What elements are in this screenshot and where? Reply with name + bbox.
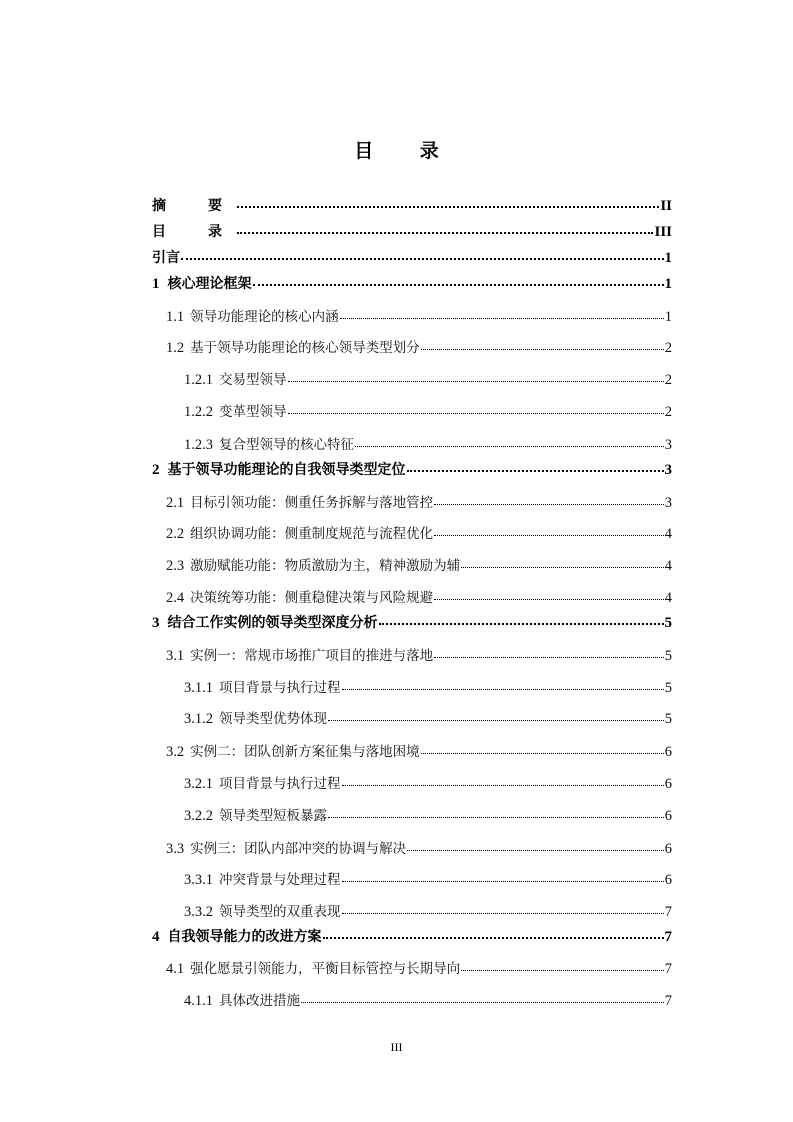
toc-entry-title: [166, 588, 433, 608]
toc-entry-number: 3.2: [166, 744, 185, 760]
toc-entry-number: 3: [152, 615, 160, 631]
toc-entry-number: 3.2.2: [184, 808, 213, 824]
toc-entry-number: 1.2.3: [184, 437, 213, 453]
toc-entry-title: [184, 435, 354, 455]
toc-entry-label: 项目背景与执行过程: [219, 680, 341, 696]
toc-entry-label: 交易型领导: [219, 372, 287, 388]
toc-entry-number: 2.3: [166, 558, 185, 574]
toc-entry[interactable]: [152, 742, 672, 762]
toc-entry-label: 复合型领导的核心特征: [219, 437, 354, 453]
dot-leader: [461, 566, 664, 568]
toc-entry-page: 1: [664, 309, 672, 325]
toc-entry-label: 领导功能理论的核心内涵: [190, 309, 339, 325]
toc-entry-label: 基于领导功能理论的自我领导类型定位: [167, 462, 406, 478]
toc-entry-title: [152, 196, 236, 216]
toc-entry-page: 6: [664, 776, 672, 792]
toc-entry[interactable]: [152, 991, 672, 1011]
toc-entry-title: [166, 493, 433, 513]
toc-entry-label: 冲突背景与处理过程: [219, 872, 341, 888]
page-title: 目 录: [354, 140, 459, 162]
toc-entry-page: 3: [664, 462, 672, 478]
toc-entry-number: 4.1: [166, 961, 185, 977]
dot-leader: [181, 257, 664, 260]
toc-entry[interactable]: [152, 959, 672, 979]
toc-entry-page: 5: [664, 615, 672, 631]
toc-entry[interactable]: [152, 806, 672, 826]
toc-entry-page: 2: [664, 372, 672, 388]
toc-entry-number: 3.1: [166, 648, 185, 664]
toc-entry-label: 摘 要: [152, 198, 236, 214]
toc-entry-title: [166, 524, 433, 544]
toc-entry-page: 5: [664, 648, 672, 664]
toc-entry-page: 1: [664, 250, 672, 266]
toc-entry[interactable]: [152, 556, 672, 576]
toc-entry-page: II: [660, 198, 672, 214]
toc-entry-label: 变革型领导: [219, 404, 287, 420]
toc-entry-number: 1.1: [166, 309, 185, 325]
dot-leader: [328, 719, 664, 721]
toc-entry-page: 3: [664, 437, 672, 453]
toc-entry-label: 具体改进措施: [219, 993, 300, 1009]
toc-entry-label: 项目背景与执行过程: [219, 776, 341, 792]
dot-leader: [288, 412, 664, 414]
toc-entry-page: 3: [664, 495, 672, 511]
toc-entry[interactable]: [152, 460, 672, 480]
toc-entry-number: 3.3: [166, 841, 185, 857]
toc-entry-number: 3.1.1: [184, 680, 213, 696]
toc-entry-number: 3.2.1: [184, 776, 213, 792]
toc-entry-title: [184, 991, 300, 1011]
toc-entry[interactable]: [152, 588, 672, 608]
toc-entry-label: 基于领导功能理论的核心领导类型划分: [190, 340, 420, 356]
toc-entry-page: 6: [664, 744, 672, 760]
toc-entry[interactable]: [152, 524, 672, 544]
toc-entry-label: 目 录: [152, 224, 236, 240]
toc-entry-label: 实例三：团队内部冲突的协调与解决: [190, 841, 407, 857]
toc-entry[interactable]: [152, 493, 672, 513]
toc-entry-page: 4: [664, 590, 672, 606]
toc-entry[interactable]: [152, 709, 672, 729]
dot-leader: [328, 816, 664, 818]
toc-entry-label: 领导类型的双重表现: [219, 904, 341, 920]
toc-entry-page: 5: [664, 711, 672, 727]
toc-entry[interactable]: [152, 338, 672, 358]
toc-entry-page: 7: [664, 904, 672, 920]
dot-leader: [434, 656, 664, 658]
toc-entry-label: 实例一：常规市场推广项目的推进与落地: [190, 648, 434, 664]
toc-entry-title: [166, 307, 339, 327]
toc-entry-title: [152, 927, 322, 947]
toc-entry-title: [166, 742, 420, 762]
toc-entry[interactable]: [152, 435, 672, 455]
dot-leader: [434, 598, 664, 600]
toc-entry-page: 7: [664, 961, 672, 977]
toc-entry-title: [166, 959, 460, 979]
toc-entry-title: [184, 402, 287, 422]
toc-entry-label: 决策统筹功能：侧重稳健决策与风险规避: [190, 590, 434, 606]
toc-entry[interactable]: [152, 678, 672, 698]
toc-entry-label: 核心理论框架: [167, 276, 252, 292]
toc-entry-label: 自我领导能力的改进方案: [167, 929, 322, 945]
toc-entry-title: [166, 646, 433, 666]
toc-entry[interactable]: [152, 646, 672, 666]
toc-entry-title: [152, 248, 180, 268]
toc-entry[interactable]: [152, 274, 672, 294]
toc-entry-title: [184, 370, 287, 390]
toc-entry-page: 7: [664, 929, 672, 945]
toc-entry-label: 强化愿景引领能力，平衡目标管控与长期导向: [190, 961, 461, 977]
dot-leader: [301, 1001, 664, 1003]
toc-entry-page: 5: [664, 680, 672, 696]
toc-entry-page: III: [654, 224, 672, 240]
toc-entry-label: 引言: [152, 250, 180, 266]
toc-entry[interactable]: [152, 613, 672, 633]
toc-entry-title: [152, 222, 236, 242]
toc-entry-title: [184, 870, 341, 890]
dot-leader: [342, 784, 664, 786]
toc-entry-number: 3.3.1: [184, 872, 213, 888]
dot-leader: [237, 205, 659, 208]
toc-entry[interactable]: [152, 196, 672, 216]
dot-leader: [461, 969, 664, 971]
toc-entry-page: 1: [664, 276, 672, 292]
toc-entry-title: [184, 678, 341, 698]
dot-leader: [421, 752, 664, 754]
toc-entry[interactable]: [152, 839, 672, 859]
toc-entry-title: [166, 338, 420, 358]
dot-leader: [237, 231, 653, 234]
toc-entry-number: 2.1: [166, 495, 185, 511]
toc-entry-label: 组织协调功能：侧重制度规范与流程优化: [190, 526, 434, 542]
toc-entry-title: [184, 806, 327, 826]
toc-entry-label: 实例二：团队创新方案征集与落地困境: [190, 744, 420, 760]
toc-entry[interactable]: [152, 307, 672, 327]
dot-leader: [421, 348, 664, 350]
toc-entry-title: [184, 902, 341, 922]
dot-leader: [323, 936, 664, 939]
dot-leader: [340, 317, 664, 319]
toc-entry-number: 4.1.1: [184, 993, 213, 1009]
dot-leader: [434, 534, 664, 536]
toc-entry-label: 结合工作实例的领导类型深度分析: [167, 615, 378, 631]
dot-leader: [407, 469, 664, 472]
toc-entry-page: 6: [664, 841, 672, 857]
toc-entry-title: [152, 613, 378, 633]
toc-entry-number: 3.3.2: [184, 904, 213, 920]
toc-entry[interactable]: [152, 248, 672, 268]
toc-entry[interactable]: [152, 870, 672, 890]
toc-entry-page: 6: [664, 872, 672, 888]
toc-entry-title: [166, 839, 406, 859]
dot-leader: [355, 445, 664, 447]
dot-leader: [342, 688, 664, 690]
toc-entry-title: [152, 460, 406, 480]
page-number: III: [390, 1040, 403, 1054]
toc-entry[interactable]: [152, 402, 672, 422]
toc-entry-number: 4: [152, 929, 160, 945]
dot-leader: [253, 283, 664, 286]
dot-leader: [342, 880, 664, 882]
dot-leader: [407, 849, 664, 851]
toc-entry[interactable]: [152, 370, 672, 390]
toc-entry-label: 领导类型优势体现: [219, 711, 327, 727]
toc-entry[interactable]: [152, 927, 672, 947]
toc-entry-page: 4: [664, 526, 672, 542]
toc-entry-number: 1.2: [166, 340, 185, 356]
dot-leader: [342, 912, 664, 914]
toc-entry-page: 2: [664, 404, 672, 420]
toc-entry-number: 2.2: [166, 526, 185, 542]
dot-leader: [288, 380, 664, 382]
toc-entry-number: 1.2.2: [184, 404, 213, 420]
toc-entry-page: 7: [664, 993, 672, 1009]
toc-entry-title: [184, 709, 327, 729]
toc-entry-number: 1.2.1: [184, 372, 213, 388]
toc-entry-title: [184, 774, 341, 794]
toc-entry-title: [152, 274, 252, 294]
toc-entry-label: 激励赋能功能：物质激励为主，精神激励为辅: [190, 558, 461, 574]
toc-entry[interactable]: [152, 774, 672, 794]
toc-entry-page: 6: [664, 808, 672, 824]
toc-entry[interactable]: [152, 902, 672, 922]
toc-entry-number: 1: [152, 276, 160, 292]
toc-entry-number: 2: [152, 462, 160, 478]
dot-leader: [379, 622, 664, 625]
toc-entry-page: 4: [664, 558, 672, 574]
toc-entry-number: 2.4: [166, 590, 185, 606]
toc-entry-number: 3.1.2: [184, 711, 213, 727]
toc-entry-title: [166, 556, 460, 576]
toc-entry[interactable]: [152, 222, 672, 242]
toc-entry-label: 领导类型短板暴露: [219, 808, 327, 824]
dot-leader: [434, 503, 664, 505]
toc-entry-page: 2: [664, 340, 672, 356]
toc-entry-label: 目标引领功能：侧重任务拆解与落地管控: [190, 495, 434, 511]
